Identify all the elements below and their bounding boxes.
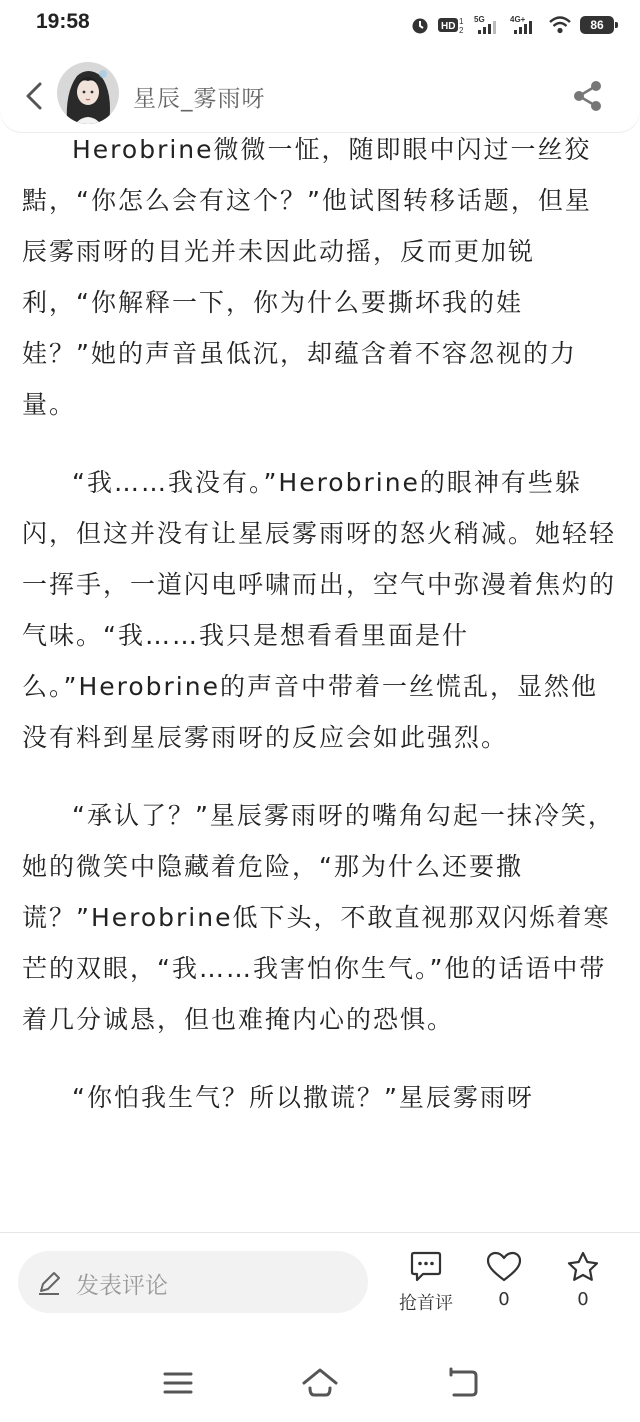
article-paragraph: “我……我没有。”Herobrine的眼神有些躲闪，但这并没有让星辰雾雨呀的怒火稍减。她轻轻一挥手，一道闪电呼啸而出，空气中弥漫着焦灼的气味。“我……我只是想看看里面是什么。”Herobrine的声音中带着一丝慌乱，显然他没有料到星辰雾雨呀的反应会如此强烈。 (22, 468, 617, 752)
like-count: 0 (498, 1289, 510, 1310)
pen-icon (36, 1270, 62, 1296)
svg-text:5G: 5G (474, 15, 485, 24)
heart-icon (486, 1251, 522, 1283)
status-time: 19:58 (36, 10, 90, 33)
svg-text:1: 1 (459, 17, 464, 26)
signal-4g-icon (510, 14, 540, 36)
back-arrow-icon[interactable] (18, 76, 52, 116)
star-icon (566, 1251, 600, 1283)
home-icon[interactable] (300, 1366, 340, 1400)
back-nav-icon[interactable] (442, 1366, 482, 1400)
avatar[interactable] (57, 62, 119, 124)
bottom-action-bar (0, 1232, 640, 1333)
svg-text:4G+: 4G+ (510, 15, 526, 24)
wifi-icon (548, 15, 572, 35)
system-nav-bar (0, 1332, 640, 1422)
alarm-icon (410, 15, 430, 35)
status-bar (0, 0, 640, 50)
first-comment-label: 抢首评 (399, 1293, 453, 1314)
menu-icon[interactable] (158, 1366, 198, 1400)
article-paragraph: Herobrine微微一怔，随即眼中闪过一丝狡黠，“你怎么会有这个？”他试图转移话题，但星辰雾雨呀的目光并未因此动摇，反而更加锐利，“你解释一下，你为什么要撕坏我的娃娃？”她的声音虽低沉，却蕴含着不容忽视的力量。 (22, 135, 592, 419)
header-bar (0, 50, 640, 132)
article-body (22, 124, 618, 1232)
comment-bubble-icon (409, 1251, 443, 1283)
hd-icon (438, 15, 466, 35)
share-icon[interactable] (570, 78, 606, 114)
favorite-count: 0 (577, 1289, 589, 1310)
article-paragraph: “你怕我生气？所以撒谎？”星辰雾雨呀 (72, 1083, 534, 1112)
svg-text:HD: HD (441, 21, 456, 32)
battery-icon: 86 (580, 16, 614, 34)
comment-placeholder: 发表评论 (76, 1273, 168, 1299)
signal-5g-icon (474, 14, 502, 36)
svg-text:2: 2 (459, 26, 464, 35)
status-icons (410, 12, 614, 38)
favorite-button[interactable] (548, 1251, 618, 1310)
like-button[interactable] (469, 1251, 539, 1310)
article-paragraph: “承认了？”星辰雾雨呀的嘴角勾起一抹冷笑，她的微笑中隐藏着危险，“那为什么还要撒谎？”Herobrine低下头，不敢直视那双闪烁着寒芒的双眼，“我……我害怕你生气。”他的话语中带着几分诚恳，但也难掩内心的恐惧。 (22, 801, 615, 1034)
first-comment-button[interactable] (391, 1251, 461, 1315)
author-name[interactable]: 星辰_雾雨呀 (133, 86, 266, 112)
comment-input[interactable] (18, 1251, 368, 1313)
